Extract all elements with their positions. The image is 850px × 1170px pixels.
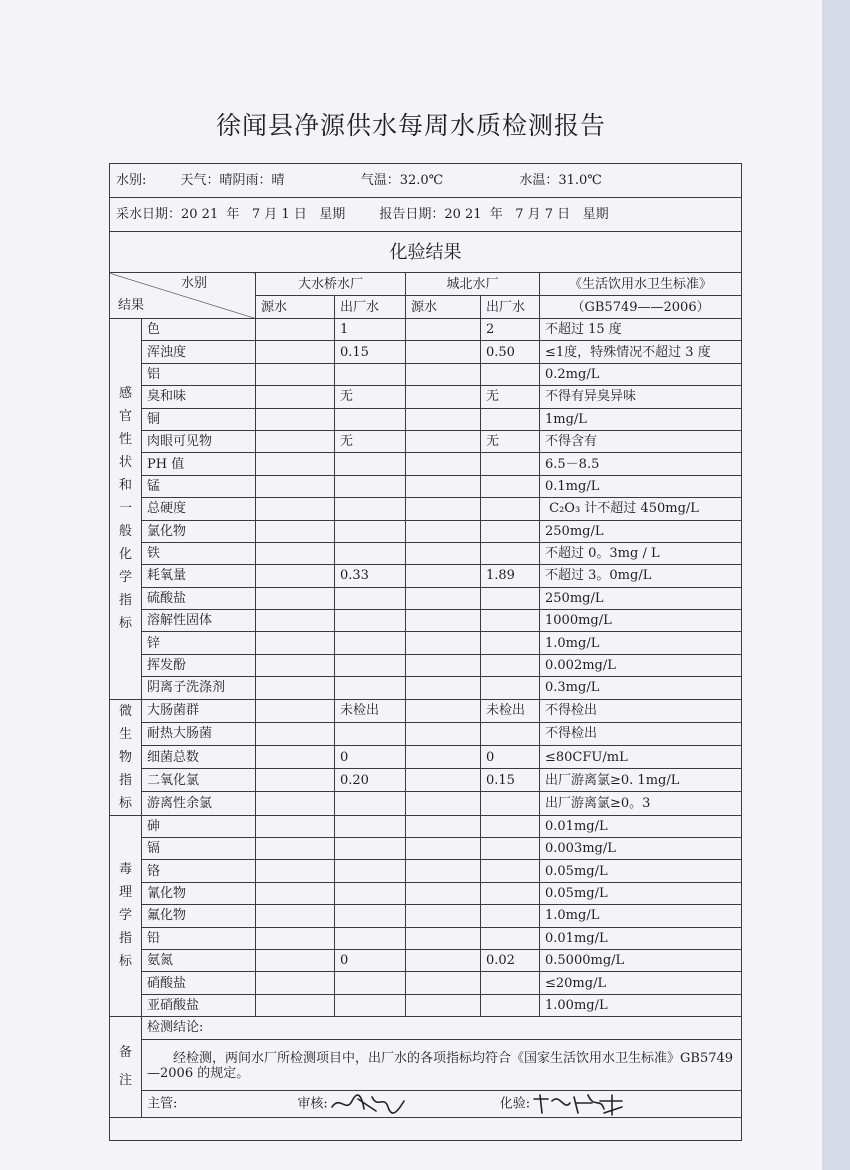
outlet-water-value-2 <box>481 860 540 882</box>
category-micro <box>110 699 142 815</box>
outlet-water-value-2: 无 <box>481 386 540 408</box>
outlet-water-value-1 <box>335 542 406 564</box>
outlet-water-value-2 <box>481 882 540 904</box>
table-row <box>110 430 742 452</box>
standard-value: 0.01mg/L <box>540 815 742 837</box>
item-name: 肉眼可见物 <box>142 430 256 452</box>
outlet-water-value-1 <box>335 363 406 385</box>
item-name: 铝 <box>142 363 256 385</box>
source-water-value-2 <box>406 632 481 654</box>
table-row <box>110 386 742 408</box>
outlet-water-value-2: 0 <box>481 746 540 769</box>
item-name: 耗氧量 <box>142 565 256 587</box>
source-water-value-1 <box>256 769 335 792</box>
outlet-water-value-1: 0.33 <box>335 565 406 587</box>
standard-value: 出厂游离氯≥0. 1mg/L <box>540 769 742 792</box>
outlet-water-value-2 <box>481 677 540 699</box>
source-water-value-2 <box>406 498 481 520</box>
source-water-value-1 <box>256 699 335 722</box>
source-water-value-1 <box>256 815 335 837</box>
outlet-water-value-2 <box>481 838 540 860</box>
item-name: 色 <box>142 319 256 341</box>
item-name: 铁 <box>142 542 256 564</box>
outlet-water-value-2: 0.15 <box>481 769 540 792</box>
standard-value: 不超过 0。3mg / L <box>540 542 742 564</box>
outlet-water-value-1 <box>335 587 406 609</box>
outlet-water-value-2 <box>481 905 540 927</box>
standard-value: 0.2mg/L <box>540 363 742 385</box>
outlet-water-value-2 <box>481 408 540 430</box>
outlet-water-value-2: 2 <box>481 319 540 341</box>
table-row <box>110 587 742 609</box>
standard-value: 1000mg/L <box>540 610 742 632</box>
item-name: 硫酸盐 <box>142 587 256 609</box>
source-water-value-2 <box>406 341 481 363</box>
outlet-water-value-2 <box>481 475 540 497</box>
outlet-water-value-1: 无 <box>335 430 406 452</box>
outlet-water-value-1 <box>335 408 406 430</box>
source-water-value-2 <box>406 386 481 408</box>
signatures <box>142 1090 742 1117</box>
signature-row <box>110 1090 742 1117</box>
item-name: 细菌总数 <box>142 746 256 769</box>
air-temperature: 气温：32.0℃ <box>360 173 444 188</box>
source-water-value-1 <box>256 475 335 497</box>
outlet-water-value-1: 1 <box>335 319 406 341</box>
source-water-value-1 <box>256 610 335 632</box>
header-outlet-water-2: 出厂水 <box>481 296 540 319</box>
reviewer-label: 审核: <box>297 1096 328 1112</box>
item-name: 浑浊度 <box>142 341 256 363</box>
table-row <box>110 882 742 904</box>
water-temperature: 水温：31.0℃ <box>519 173 602 188</box>
source-water-value-1 <box>256 994 335 1016</box>
item-name: 氰化物 <box>142 882 256 904</box>
outlet-water-value-1 <box>335 927 406 949</box>
standard-value: ≤80CFU/mL <box>540 746 742 769</box>
outlet-water-value-1 <box>335 498 406 520</box>
source-water-value-1 <box>256 542 335 564</box>
standard-value: 不超过 15 度 <box>540 319 742 341</box>
source-water-value-2 <box>406 654 481 676</box>
tester-label: 化验: <box>499 1096 531 1112</box>
outlet-water-value-1 <box>335 520 406 542</box>
outlet-water-value-1 <box>335 860 406 882</box>
table-row <box>110 699 742 722</box>
source-water-value-2 <box>406 542 481 564</box>
source-water-value-1 <box>256 565 335 587</box>
outlet-water-value-1: 无 <box>335 386 406 408</box>
item-name: 锰 <box>142 475 256 497</box>
conclusion-text: 经检测，两间水厂所检测项目中，出厂水的各项指标均符合《国家生活饮用水卫生标准》GB5749—2006 的规定。 <box>142 1039 742 1090</box>
item-name: 臭和味 <box>142 386 256 408</box>
header-diagonal-cell <box>110 273 256 319</box>
table-row <box>110 610 742 632</box>
water-type-label: 水别: <box>116 173 147 188</box>
table-row <box>110 972 742 994</box>
item-name: 总硬度 <box>142 498 256 520</box>
outlet-water-value-2: 无 <box>481 430 540 452</box>
conclusion-heading: 检测结论: <box>142 1017 742 1039</box>
source-water-value-2 <box>406 699 481 722</box>
header-plant-dashuiqiao: 大水桥水厂 <box>256 273 406 296</box>
supervisor-label: 主管: <box>147 1096 178 1112</box>
remarks-text-row <box>110 1039 742 1090</box>
table-row <box>110 860 742 882</box>
item-name: 二氧化氯 <box>142 769 256 792</box>
item-name: 硝酸盐 <box>142 972 256 994</box>
weather: 天气：晴阴雨：晴 <box>180 173 285 188</box>
outlet-water-value-1 <box>335 610 406 632</box>
standard-value: 1.00mg/L <box>540 994 742 1016</box>
source-water-value-1 <box>256 882 335 904</box>
source-water-value-1 <box>256 838 335 860</box>
standard-value: 0.003mg/L <box>540 838 742 860</box>
standard-value: 0.5000mg/L <box>540 949 742 971</box>
standard-value: 不超过 3。0mg/L <box>540 565 742 587</box>
outlet-water-value-1 <box>335 792 406 815</box>
source-water-value-1 <box>256 792 335 815</box>
source-water-value-2 <box>406 838 481 860</box>
results-title: 化验结果 <box>110 232 742 273</box>
source-water-value-1 <box>256 677 335 699</box>
category-label: 备注 <box>118 1044 132 1088</box>
outlet-water-value-2 <box>481 453 540 475</box>
source-water-value-2 <box>406 408 481 430</box>
table-row <box>110 905 742 927</box>
standard-value: 不得检出 <box>540 699 742 722</box>
source-water-value-2 <box>406 815 481 837</box>
source-water-value-1 <box>256 498 335 520</box>
outlet-water-value-1: 0.20 <box>335 769 406 792</box>
signature <box>530 1091 626 1117</box>
header-plant-chengbei: 城北水厂 <box>406 273 540 296</box>
outlet-water-value-1 <box>335 453 406 475</box>
standard-value: 0.05mg/L <box>540 882 742 904</box>
source-water-value-1 <box>256 860 335 882</box>
outlet-water-value-1 <box>335 838 406 860</box>
item-name: 亚硝酸盐 <box>142 994 256 1016</box>
table-row <box>110 792 742 815</box>
table-row <box>110 475 742 497</box>
source-water-value-1 <box>256 905 335 927</box>
outlet-water-value-1 <box>335 994 406 1016</box>
outlet-water-value-1 <box>335 632 406 654</box>
scan-edge <box>822 0 850 1170</box>
outlet-water-value-2 <box>481 927 540 949</box>
standard-value: 不得检出 <box>540 722 742 745</box>
source-water-value-2 <box>406 319 481 341</box>
table-row <box>110 408 742 430</box>
item-name: 砷 <box>142 815 256 837</box>
outlet-water-value-1 <box>335 972 406 994</box>
source-water-value-2 <box>406 994 481 1016</box>
source-water-value-1 <box>256 430 335 452</box>
outlet-water-value-2 <box>481 587 540 609</box>
item-name: 锌 <box>142 632 256 654</box>
item-name: PH 值 <box>142 453 256 475</box>
outlet-water-value-1 <box>335 815 406 837</box>
item-name: 氟化物 <box>142 905 256 927</box>
header-standard-code: （GB5749——2006） <box>540 296 742 319</box>
table-row <box>110 363 742 385</box>
item-name: 铜 <box>142 408 256 430</box>
table-row <box>110 520 742 542</box>
source-water-value-2 <box>406 927 481 949</box>
standard-value: 6.5－8.5 <box>540 453 742 475</box>
table-row <box>110 838 742 860</box>
standard-value: C₂O₃ 计不超过 450mg/L <box>540 498 742 520</box>
source-water-value-2 <box>406 905 481 927</box>
source-water-value-1 <box>256 363 335 385</box>
outlet-water-value-2: 1.89 <box>481 565 540 587</box>
source-water-value-2 <box>406 453 481 475</box>
outlet-water-value-1 <box>335 722 406 745</box>
standard-value: ≤1度，特殊情况不超过 3 度 <box>540 341 742 363</box>
empty-footer-cell <box>110 1117 742 1140</box>
standard-value: 0.3mg/L <box>540 677 742 699</box>
signature <box>328 1091 408 1117</box>
source-water-value-1 <box>256 972 335 994</box>
header-result: 结果 <box>118 298 145 313</box>
outlet-water-value-1 <box>335 882 406 904</box>
source-water-value-1 <box>256 746 335 769</box>
header-standard: 《生活饮用水卫生标准》 <box>540 273 742 296</box>
outlet-water-value-1: 0.15 <box>335 341 406 363</box>
source-water-value-2 <box>406 587 481 609</box>
source-water-value-2 <box>406 430 481 452</box>
header-source-water-1: 源水 <box>256 296 335 319</box>
table-row <box>110 927 742 949</box>
outlet-water-value-2 <box>481 498 540 520</box>
standard-value: 0.01mg/L <box>540 927 742 949</box>
outlet-water-value-2 <box>481 722 540 745</box>
outlet-water-value-1: 0 <box>335 949 406 971</box>
standard-value: 0.002mg/L <box>540 654 742 676</box>
standard-value: 不得含有 <box>540 430 742 452</box>
source-water-value-1 <box>256 386 335 408</box>
source-water-value-2 <box>406 475 481 497</box>
standard-value: 1.0mg/L <box>540 632 742 654</box>
empty-footer-row <box>110 1117 742 1140</box>
item-name: 溶解性固体 <box>142 610 256 632</box>
item-name: 挥发酚 <box>142 654 256 676</box>
item-name: 耐热大肠菌 <box>142 722 256 745</box>
source-water-value-2 <box>406 949 481 971</box>
standard-value: 1.0mg/L <box>540 905 742 927</box>
outlet-water-value-1 <box>335 654 406 676</box>
outlet-water-value-1 <box>335 475 406 497</box>
outlet-water-value-2 <box>481 792 540 815</box>
source-water-value-2 <box>406 565 481 587</box>
source-water-value-1 <box>256 722 335 745</box>
category-sensory <box>110 319 142 700</box>
water-quality-table <box>109 163 742 1141</box>
table-row <box>110 746 742 769</box>
table-row <box>110 677 742 699</box>
table-row <box>110 815 742 837</box>
standard-value: 0.1mg/L <box>540 475 742 497</box>
table-row <box>110 565 742 587</box>
table-row <box>110 632 742 654</box>
table-row <box>110 498 742 520</box>
source-water-value-2 <box>406 520 481 542</box>
outlet-water-value-2 <box>481 542 540 564</box>
header-source-water-2: 源水 <box>406 296 481 319</box>
table-row <box>110 341 742 363</box>
outlet-water-value-2 <box>481 972 540 994</box>
source-water-value-2 <box>406 722 481 745</box>
source-water-value-2 <box>406 972 481 994</box>
category-label: 毒理学指标 <box>118 862 132 970</box>
item-name: 游离性余氯 <box>142 792 256 815</box>
source-water-value-2 <box>406 792 481 815</box>
table-row <box>110 319 742 341</box>
outlet-water-value-2: 0.02 <box>481 949 540 971</box>
item-name: 大肠菌群 <box>142 699 256 722</box>
standard-value: 0.05mg/L <box>540 860 742 882</box>
item-name: 氨氮 <box>142 949 256 971</box>
item-name: 氯化物 <box>142 520 256 542</box>
source-water-value-1 <box>256 319 335 341</box>
standard-value: 1mg/L <box>540 408 742 430</box>
outlet-water-value-2 <box>481 815 540 837</box>
source-water-value-1 <box>256 520 335 542</box>
remarks-heading-row <box>110 1017 742 1039</box>
outlet-water-value-1 <box>335 677 406 699</box>
standard-value: 250mg/L <box>540 520 742 542</box>
category-toxic <box>110 815 142 1017</box>
category-label: 微生物指标 <box>118 703 132 811</box>
outlet-water-value-1: 0 <box>335 746 406 769</box>
standard-value: 不得有异臭异味 <box>540 386 742 408</box>
table-row <box>110 994 742 1016</box>
outlet-water-value-1: 未检出 <box>335 699 406 722</box>
standard-value: 出厂游离氯≥0。3 <box>540 792 742 815</box>
date-row <box>110 198 742 232</box>
report-title: 徐闻县净源供水每周水质检测报告 <box>215 111 606 140</box>
outlet-water-value-2 <box>481 520 540 542</box>
source-water-value-1 <box>256 927 335 949</box>
source-water-value-1 <box>256 341 335 363</box>
item-name: 阴离子洗涤剂 <box>142 677 256 699</box>
standard-value: ≤20mg/L <box>540 972 742 994</box>
outlet-water-value-2 <box>481 610 540 632</box>
outlet-water-value-2 <box>481 632 540 654</box>
sampling-date: 采水日期：20 21 年 7 月 1 日 星期 <box>116 207 346 222</box>
category-label: 感官性状和一般化学指标 <box>118 386 132 632</box>
item-name: 铬 <box>142 860 256 882</box>
source-water-value-1 <box>256 408 335 430</box>
outlet-water-value-2 <box>481 654 540 676</box>
report-date: 报告日期：20 21 年 7 月 7 日 星期 <box>379 207 609 222</box>
table-row <box>110 654 742 676</box>
source-water-value-2 <box>406 610 481 632</box>
source-water-value-2 <box>406 769 481 792</box>
source-water-value-2 <box>406 363 481 385</box>
source-water-value-1 <box>256 949 335 971</box>
source-water-value-1 <box>256 632 335 654</box>
source-water-value-1 <box>256 587 335 609</box>
table-row <box>110 769 742 792</box>
outlet-water-value-2 <box>481 994 540 1016</box>
table-row <box>110 542 742 564</box>
source-water-value-1 <box>256 654 335 676</box>
outlet-water-value-2: 未检出 <box>481 699 540 722</box>
source-water-value-2 <box>406 882 481 904</box>
source-water-value-2 <box>406 746 481 769</box>
outlet-water-value-1 <box>335 905 406 927</box>
header-water-type: 水别 <box>180 276 207 291</box>
item-name: 镉 <box>142 838 256 860</box>
source-water-value-1 <box>256 453 335 475</box>
source-water-value-2 <box>406 860 481 882</box>
table-row <box>110 453 742 475</box>
item-name: 铅 <box>142 927 256 949</box>
standard-value: 250mg/L <box>540 587 742 609</box>
table-row <box>110 949 742 971</box>
table-row <box>110 722 742 745</box>
outlet-water-value-2: 0.50 <box>481 341 540 363</box>
weather-row <box>110 164 742 198</box>
source-water-value-2 <box>406 677 481 699</box>
header-outlet-water-1: 出厂水 <box>335 296 406 319</box>
outlet-water-value-2 <box>481 363 540 385</box>
category-remarks <box>110 1017 142 1117</box>
